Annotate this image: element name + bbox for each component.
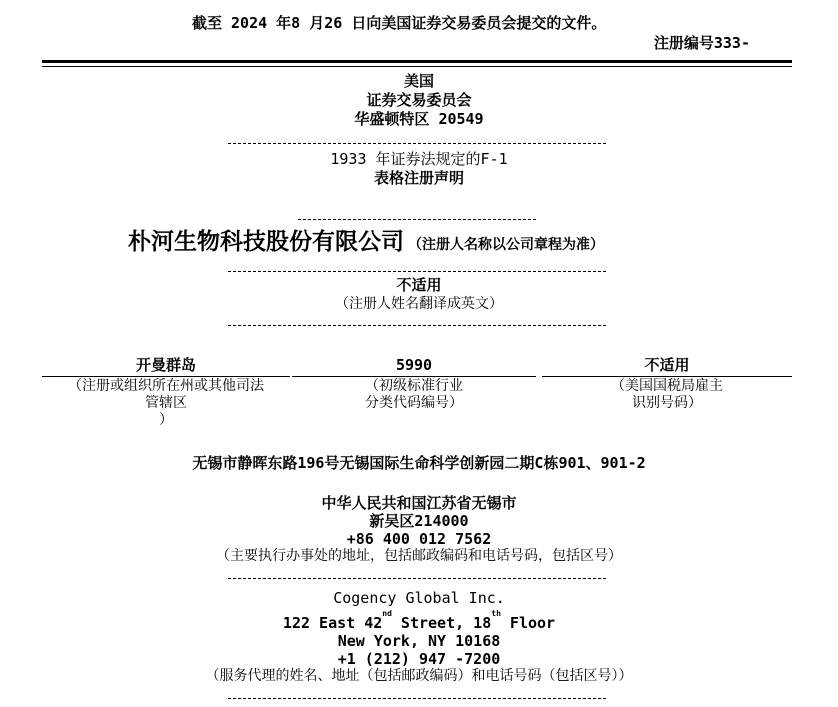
agent-address-sup-a: nd (382, 609, 392, 618)
agency-country: 美国 (403, 72, 434, 90)
form-title-line2: 表格注册声明 (373, 169, 464, 187)
registrant-name-row (128, 228, 604, 256)
separator-line (298, 219, 536, 220)
ein-underline (542, 376, 792, 377)
separator-line (228, 325, 606, 326)
jurisdiction-value: 开曼群岛 (135, 356, 196, 374)
registrant-translation: 不适用 (396, 276, 442, 294)
ein-value: 不适用 (644, 356, 690, 374)
separator-line (228, 143, 606, 144)
office-address-line1: 无锡市静晖东路196号无锡国际生命科学创新园二期C栋901、901-2 (192, 454, 646, 472)
agent-note: （服务代理的姓名、地址（包括邮政编码）和电话号码（包括区号）） (205, 668, 633, 684)
filing-date-note: 截至 2024 年8 月26 日向美国证券交易委员会提交的文件。 (192, 14, 607, 32)
jurisdiction-label-2: 管辖区 (145, 395, 187, 411)
agency-city: 华盛顿特区 20549 (354, 110, 484, 128)
registrant-translation-note: （注册人姓名翻译成英文） (335, 296, 503, 312)
sic-code-label-1: （初级标准行业 (365, 378, 463, 394)
agent-name: Cogency Global Inc. (333, 589, 505, 607)
sic-code-label-2: 分类代码编号） (365, 395, 463, 411)
ein-label-1: （美国国税局雇主 (611, 378, 723, 394)
jurisdiction-underline (42, 376, 290, 377)
separator-line (228, 271, 606, 272)
agent-phone: +1 (212) 947 -7200 (337, 650, 501, 668)
agency-commission: 证券交易委员会 (366, 91, 472, 109)
ein-label-2: 识别号码） (632, 395, 702, 411)
separator-line (228, 698, 606, 699)
sic-code-underline (292, 376, 536, 377)
separator-line (228, 578, 606, 579)
agent-address-b: Street, 18 (391, 614, 492, 632)
office-note: （主要执行办事处的地址，包括邮政编码和电话号码，包括区号） (216, 548, 622, 564)
form-title-line1: 1933 年证券法规定的F-1 (330, 150, 508, 168)
agent-address-a: 122 East 42 (282, 614, 383, 632)
agent-address-sup-b: th (491, 609, 501, 618)
office-address-line3: 新吴区214000 (369, 512, 469, 530)
header-rule-thin (42, 66, 792, 67)
registration-number: 注册编号333- (653, 34, 750, 52)
sic-code-value: 5990 (395, 356, 433, 374)
jurisdiction-label-3: ） (159, 412, 173, 428)
jurisdiction-label-1: （注册或组织所在州或其他司法 (68, 378, 264, 394)
header-rule-thick (42, 60, 792, 63)
office-phone: +86 400 012 7562 (346, 530, 492, 548)
registrant-name: 朴河生物科技股份有限公司 (128, 229, 404, 255)
registrant-name-note: （注册人名称以公司章程为准） (408, 237, 604, 253)
agent-city: New York, NY 10168 (337, 632, 501, 650)
office-address-line2: 中华人民共和国江苏省无锡市 (321, 494, 517, 512)
agent-address-c: Floor (500, 614, 556, 632)
